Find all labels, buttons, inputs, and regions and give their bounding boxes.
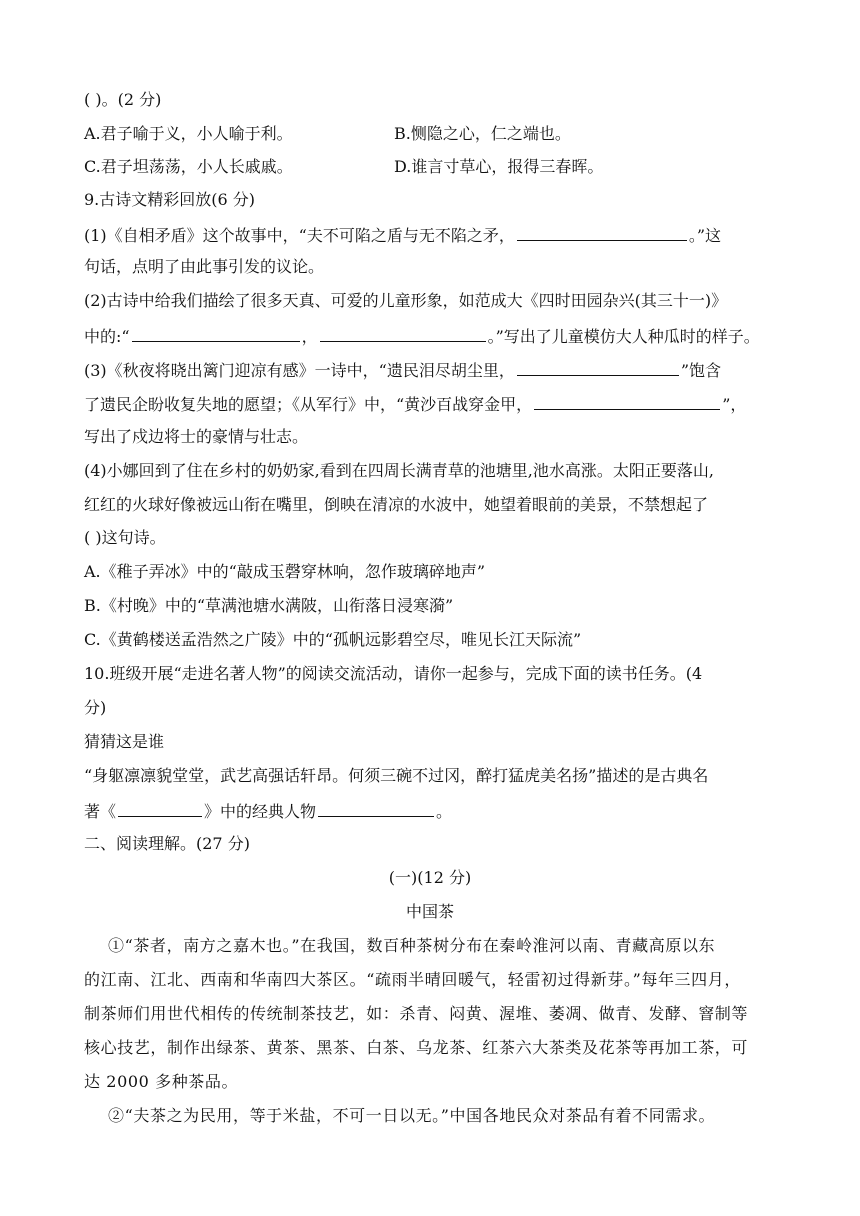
- q10-text-d: 。: [436, 802, 453, 821]
- q8-option-a: A.君子喻于义，小人喻于利。: [84, 124, 293, 143]
- passage-title: 中国茶: [405, 902, 454, 921]
- q9-part1-text-a: (1)《自相矛盾》这个故事中，“夫不可陷之盾与无不陷之矛，: [84, 226, 515, 245]
- q10-book-blank[interactable]: [118, 800, 202, 817]
- q9-part3-text-c: 了遗民企盼收复失地的愿望；《从军行》中，“黄沙百战穿金甲，: [84, 395, 533, 414]
- q9-part2-text-b: 中的:“: [84, 327, 130, 346]
- q9-part3-line1: [84, 359, 721, 381]
- q10-body-line2: [84, 800, 452, 822]
- q8-option-c: C.君子坦荡荡，小人长戚戚。: [84, 157, 293, 176]
- q9-part1-line2: 句话，点明了由此事引发的议论。: [84, 257, 325, 276]
- q10-subtitle: 猜猜这是谁: [84, 732, 165, 751]
- q8-option-b: B.恻隐之心，仁之端也。: [394, 124, 571, 143]
- q10-body-line1: “身躯凛凛貌堂堂，武艺高强话轩昂。何须三碗不过冈，醉打猛虎美名扬”描述的是古典名: [84, 766, 709, 785]
- q8-option-d: D.谁言寸草心，报得三春晖。: [394, 157, 604, 176]
- q8-stem-tail: ( )。(2 分): [84, 90, 162, 109]
- passage-para1-line4: 核心技艺，制作出绿茶、黄茶、黑茶、白茶、乌龙茶、红茶六大茶类及花茶等再加工茶，可: [84, 1038, 749, 1057]
- q10-character-blank[interactable]: [318, 800, 434, 817]
- q9-part3-line2: [84, 393, 746, 415]
- q9-part3-line3: 写出了戍边将士的豪情与壮志。: [84, 427, 309, 446]
- q9-part3-answer-blank-2[interactable]: [534, 393, 720, 410]
- q9-option-b: B.《村晚》中的“草满池塘水满陂，山衔落日浸寒漪”: [84, 596, 454, 615]
- q9-part1-answer-blank[interactable]: [517, 224, 687, 241]
- passage-para1-line5: 达 2000 多种茶品。: [84, 1072, 239, 1091]
- passage-para1-line2: 的江南、江北、西南和华南四大茶区。“疏雨半晴回暖气，轻雷初过得新芽。”每年三四月，: [84, 970, 741, 989]
- passage-para1-line1: ①“茶者，南方之嘉木也。”在我国，数百种茶树分布在秦岭淮河以南、青藏高原以东: [108, 936, 716, 955]
- q9-part1-line1: [84, 224, 721, 246]
- passage-part-label: (一)(12 分): [388, 868, 472, 887]
- q9-part2-line2: [84, 325, 760, 347]
- q9-part4-line3: ( )这句诗。: [84, 528, 166, 547]
- q9-part4-line2: 红红的火球好像被远山衔在嘴里，倒映在清凉的水波中，她望着眼前的美景，不禁想起了: [84, 495, 709, 514]
- q10-title-line2: 分): [84, 698, 107, 717]
- passage-para2-line1: ②“夫茶之为民用，等于米盐，不可一日以无。”中国各地民众对茶品有着不同需求。: [108, 1106, 716, 1125]
- q9-part2-text-c: ，: [301, 327, 318, 346]
- q9-part3-answer-blank-1[interactable]: [517, 359, 679, 376]
- section2-heading: 二、阅读理解。(27 分): [84, 834, 250, 853]
- q10-text-c: 》中的经典人物: [204, 802, 317, 821]
- q10-text-b: 著《: [84, 802, 117, 821]
- q9-part3-text-d: ”，: [722, 395, 747, 414]
- q9-option-c: C.《黄鹤楼送孟浩然之广陵》中的“孤帆远影碧空尽，唯见长江天际流”: [84, 630, 582, 649]
- q9-part1-text-b: 。”这: [688, 226, 722, 245]
- q9-part4-line1: (4)小娜回到了住在乡村的奶奶家,看到在四周长满青草的池塘里,池水高涨。太阳正要落山,: [84, 461, 714, 480]
- q9-title: 9.古诗文精彩回放(6 分): [84, 190, 256, 209]
- q9-part3-text-a: (3)《秋夜将晓出篱门迎凉有感》一诗中，“遗民泪尽胡尘里，: [84, 361, 515, 380]
- q9-part2-answer-blank-2[interactable]: [320, 325, 486, 342]
- q9-part2-line1: (2)古诗中给我们描绘了很多天真、可爱的儿童形象，如范成大《四时田园杂兴(其三十一)》: [84, 291, 728, 310]
- q9-part2-text-d: 。”写出了儿童模仿大人种瓜时的样子。: [487, 327, 760, 346]
- q9-part2-answer-blank-1[interactable]: [132, 325, 300, 342]
- passage-para1-line3: 制茶师们用世代相传的传统制茶技艺，如：杀青、闷黄、渥堆、萎凋、做青、发酵、窨制等: [84, 1004, 749, 1023]
- q9-part3-text-b: ”饱含: [680, 361, 722, 380]
- q9-option-a: A.《稚子弄冰》中的“敲成玉磬穿林响，忽作玻璃碎地声”: [84, 562, 486, 581]
- q10-title-line1: 10.班级开展“走进名著人物”的阅读交流活动，请你一起参与，完成下面的读书任务。(4: [84, 664, 703, 683]
